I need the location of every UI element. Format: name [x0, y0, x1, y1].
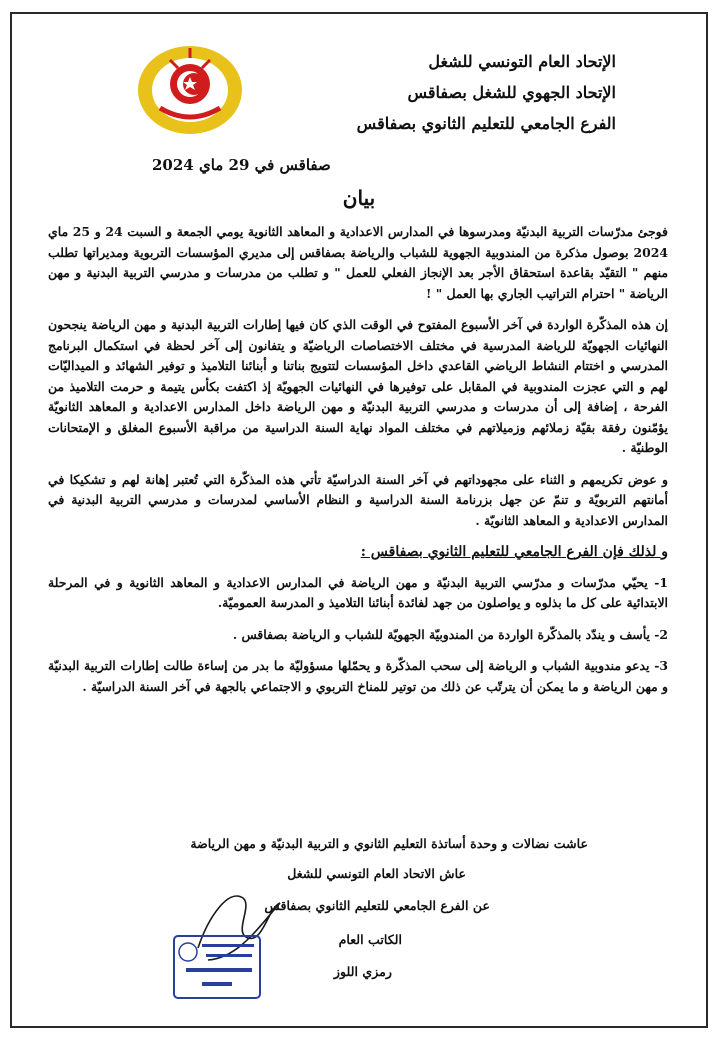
header-block: [357, 46, 616, 139]
paragraph: إن هذه المذكّرة الواردة في آخر الأسبوع المفتوح في الوقت الذي كان فيها إطارات التربية البدنية و مهن الرياضة ينجحون النهائيات الجهويّة للرياضة المدرسية في مختلف الاختصاصات الرياضيّة و يتفانون إلى آخر لحظة في استكمال البرنامج المدرسي و اختتام النشاط الرياضي القاعدي داخل المؤسسات لتتويج بناتنا و أبنائنا التلاميذ و توفير الشهائد و الميداليّات لهم و التي عجزت المندوبية في المقابل على توفيرها في النهائيات الجهويّة إذ اكتفت بكأس يتيمة و حرمت التلاميذ من الفرحة ، إضافة إلى أن مدرسات و مدرسي التربية البدنيّة و مهن الرياضة داخل المدارس الاعدادية و المعاهد الثانويّة يؤمّنون رفقة بقيّة زملائهم وزميلاتهم في مختلف المواد نهاية السنة الدراسية من مراقبة الأسبوع المغلق و الإمتحانات الوطنيّة .: [48, 317, 668, 455]
closing-union: عاش الاتحاد العام التونسي للشغل: [287, 866, 466, 881]
header-line-union: الإتحاد العام التونسي للشغل: [428, 52, 616, 71]
closing-branch: عن الفرع الجامعي للتعليم الثانوي بصفاقس: [264, 898, 490, 913]
resolution-item: 2- يأسف و يندّد بالمذكّرة الواردة من المندوبيّة الجهويّة للشباب و الرياضة بصفاقس .: [232, 626, 668, 642]
header-line-regional: الإتحاد الجهوي للشغل بصفاقس: [407, 83, 616, 102]
closing-slogan: عاشت نضالات و وحدة أساتذة التعليم الثانوي و التربية البدنيّة و مهن الرياضة: [190, 836, 588, 851]
paragraph: فوجئ مدرّسات التربية البدنيّة ومدرسوها في المدارس الاعدادية و المعاهد الثانوية يومي الجمعة و السبت 24 و 25 ماي 2024 بوصول مذكرة من المندوبية الجهوية للشباب والرياضة بصفاقس إلى مديري المؤسسات التربوية ومديراتها تطلب منهم " التقيّد بقاعدة استحقاق الأجر بعد الإنجاز الفعلي للعمل " و تطلب من مدرسات و مدرسي التربية البدنية و مهن الرياضة " احترام التراتيب الجاري بها العمل " !: [48, 224, 668, 301]
signatory-title: الكاتب العام: [338, 932, 402, 947]
ugtt-logo: [130, 38, 250, 138]
document-title: بيان: [342, 186, 376, 210]
official-stamp: [172, 932, 262, 1002]
document-page: [10, 12, 708, 1028]
document-date: صفاقس في 29 ماي 2024: [152, 156, 331, 174]
resolution-item: 3- يدعو مندوبية الشباب و الرياضة إلى سحب المذكّرة و يحمّلها مسؤوليّة ما بدر من إساءة طالت إطارات التربية البدنيّة و مهن الرياضة و ما يمكن أن يترتّب عن ذلك من توتير للمناخ التربوي و الاجتماعي بالجهة في آخر السنة الدراسيّة .: [48, 658, 668, 694]
signatory-name: رمزي اللوز: [333, 964, 392, 979]
paragraph: و عوض تكريمهم و الثناء على مجهوداتهم في آخر السنة الدراسيّة تأتي هذه المذكّرة التي تُعتبر إهانة لهم و تشكيكا في أمانتهم التربويّة و تنمّ عن جهل بزرنامة السنة الدراسية و النظام الأساسي لمدرسات و مدرسي التربية البدنية في المدارس الاعدادية و المعاهد الثانويّة .: [48, 471, 668, 528]
resolution-item: 1- يحيّي مدرّسات و مدرّسي التربية البدنيّة و مهن الرياضة في المدارس الاعدادية و المعاهد الثانوية و في المرحلة الابتدائية على كل ما بذلوه و يواصلون من جهد لفائدة أبنائنا التلاميذ و المدرسة العموميّة.: [48, 574, 668, 610]
document-body: [48, 222, 668, 708]
header-line-branch: الفرع الجامعي للتعليم الثانوي بصفاقس: [356, 114, 616, 133]
resolution-heading: و لذلك فإن الفرع الجامعي للتعليم الثانوي بصفاقس :: [360, 544, 668, 560]
